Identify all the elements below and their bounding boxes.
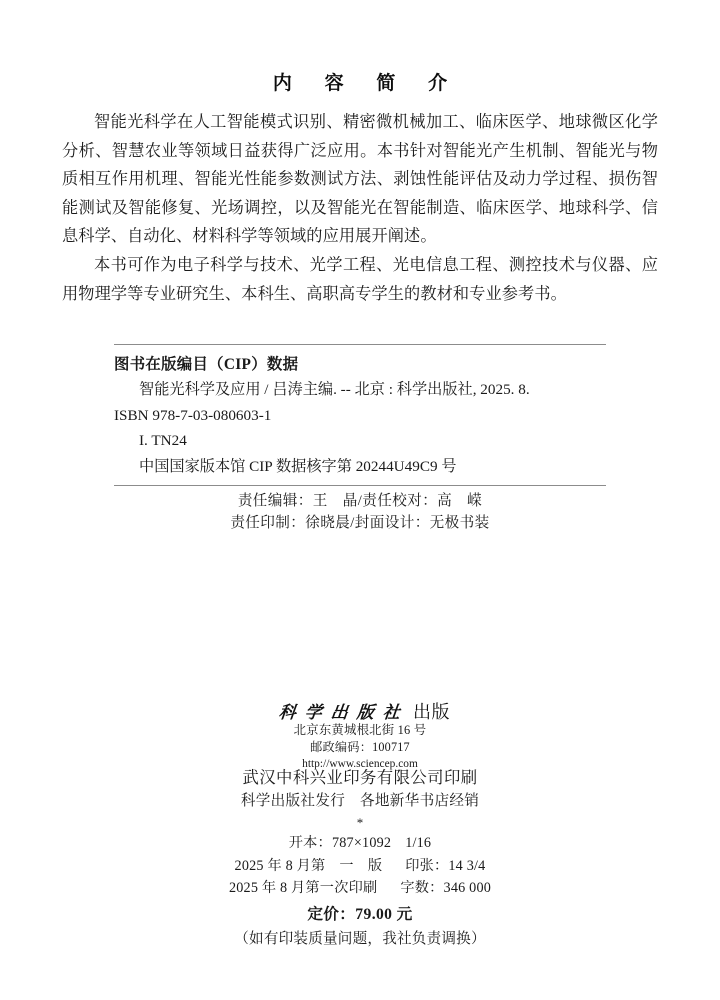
- publisher-address: 北京东黄城根北街 16 号: [293, 723, 427, 737]
- printing-cover-design-line: 责任印制：徐晓晨/封面设计：无极书装: [230, 515, 490, 531]
- print-date: 2025 年 8 月第一次印刷: [228, 880, 378, 896]
- words-label: 字数：: [400, 880, 444, 896]
- publisher-logo-script: 科学出版社: [277, 703, 410, 723]
- edition-date: 2025 年 8 月第: [234, 857, 326, 874]
- cip-archive-number: 中国国家版本馆 CIP 数据核字第 20244U49C9 号: [139, 457, 457, 475]
- cip-classification: I. TN24: [139, 432, 187, 449]
- editor-proofreader-line: 责任编辑：王 晶/责任校对：高 嵘: [237, 493, 483, 509]
- words-value: 346 000: [443, 880, 492, 896]
- publisher-logo-row: [0, 698, 720, 722]
- abstract-paragraph-2: 本书可作为电子科学与技术、光学工程、光电信息工程、测控技术与仪器、应用物理学等专业研究生、本科生、高职高专学生的教材和专业参考书。: [62, 255, 658, 303]
- cip-isbn: ISBN 978-7-03-080603-1: [114, 406, 272, 424]
- exchange-note: （如有印装质量问题，我社负责调换）: [234, 930, 486, 947]
- cip-data-block: [114, 352, 614, 479]
- printer-name: 武汉中科兴业印务有限公司印刷: [242, 768, 478, 787]
- format-label: 开本：: [288, 835, 332, 851]
- publisher-website: http://www.sciencep.com: [302, 758, 418, 770]
- staff-credits: [0, 490, 720, 534]
- sheets-label: 印张：: [405, 857, 449, 874]
- publisher-postal-code: 邮政编码：100717: [310, 740, 410, 754]
- format-line: [0, 832, 720, 855]
- edition-word: 版: [367, 857, 383, 874]
- divider-below-cip: [114, 485, 606, 486]
- sheets-value: 14 3/4: [448, 857, 486, 874]
- divider-above-cip: [114, 344, 606, 345]
- price-label: 定价：: [307, 905, 356, 923]
- publisher-logo-publish-word: 出版: [413, 702, 450, 722]
- price-line: [0, 902, 720, 928]
- printing-details: [0, 765, 720, 951]
- separator-asterisk: *: [356, 815, 364, 830]
- format-value: 787×1092: [331, 835, 392, 851]
- page-title: 内 容 简 介: [272, 73, 462, 94]
- cip-block-title: 图书在版编目（CIP）数据: [114, 356, 299, 373]
- edition-number: 一: [339, 857, 354, 874]
- edition-line: [0, 855, 720, 878]
- print-run-line: [0, 877, 720, 900]
- publisher-imprint: [0, 698, 720, 773]
- cip-book-entry: 智能光科学及应用 / 吕涛主编. -- 北京 : 科学出版社, 2025. 8.: [139, 381, 530, 398]
- abstract-paragraph-1: 智能光科学在人工智能模式识别、精密微机械加工、临床医学、地球微区化学分析、智慧农业等领域日益获得广泛应用。本书针对智能光产生机制、智能光与物质相互作用机理、智能光性能参数测试方法、剥蚀性能评估及动力学过程、损伤智能测试及智能修复、光场调控，以及智能光在智能制造、临床医学、地球科学、信息科学、自动化、材料科学等领域的应用展开阐述。: [62, 113, 658, 246]
- price-value: 79.00 元: [355, 905, 413, 923]
- distributor-line: 科学出版社发行 各地新华书店经销: [240, 793, 480, 809]
- format-fraction: 1/16: [405, 835, 432, 851]
- abstract-body: [62, 108, 658, 308]
